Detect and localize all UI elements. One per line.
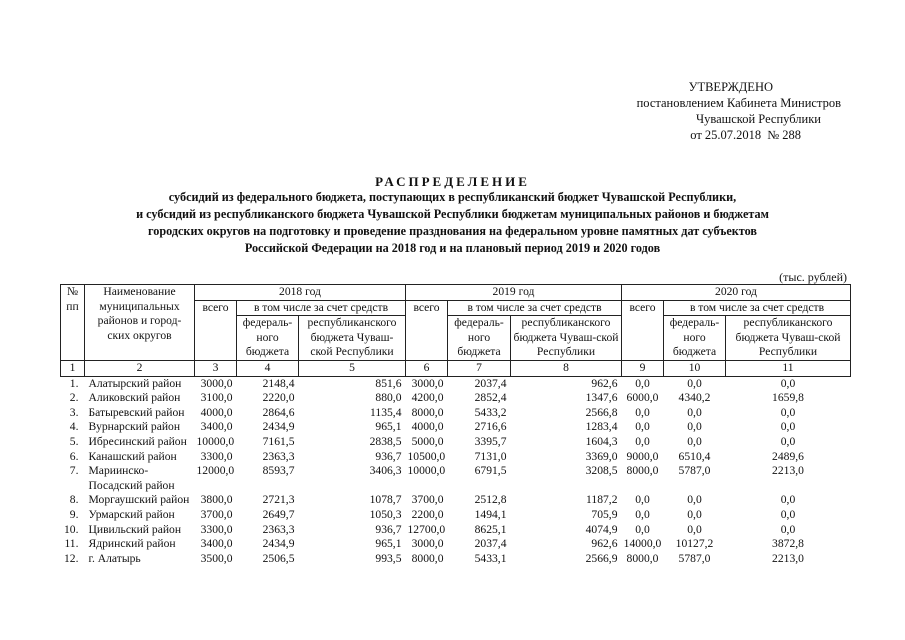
- column-number: 2: [85, 360, 195, 376]
- row-value: 1050,3: [369, 507, 402, 521]
- row-number: 2.: [69, 391, 79, 405]
- approval-republic: Чувашской Республики: [695, 112, 821, 126]
- row-name: Моргаушский район: [88, 493, 190, 507]
- row-value: 0,0: [635, 405, 650, 419]
- row-value: 1078,7: [369, 493, 402, 507]
- header-republic: республиканского бюджета Чуваш-ской Республики: [299, 316, 406, 361]
- row-value: 0,0: [780, 522, 796, 536]
- row-number: 9.: [69, 507, 79, 521]
- row-value: 0,0: [687, 493, 702, 507]
- row-number: 1.: [69, 376, 79, 390]
- row-value: 936,7: [375, 449, 402, 463]
- row-value: 10500,0: [407, 449, 446, 463]
- row-value: 2200,0: [411, 507, 444, 521]
- row-value: 2506,5: [262, 551, 295, 565]
- row-value: 8000,0: [411, 405, 444, 419]
- subtitle-line: субсидий из федерального бюджета, поступающих в республиканский бюджет Чувашской Республики,: [168, 190, 737, 204]
- row-value: 8593,7: [262, 464, 295, 478]
- row-value: 0,0: [780, 507, 796, 521]
- row-value: 993,5: [375, 551, 402, 565]
- subtitle-line: городских округов на подготовку и проведение празднования на федеральном уровне памятных дат субъектов: [148, 224, 757, 238]
- subtitle-line: Российской Федерации на 2018 год и на плановый период 2019 и 2020 годов: [244, 241, 661, 255]
- table-row: [61, 552, 851, 567]
- table-row: [61, 523, 851, 538]
- row-value: 2363,3: [262, 522, 295, 536]
- table-row: [61, 376, 851, 391]
- row-number: 6.: [69, 449, 79, 463]
- row-value: 3406,3: [369, 464, 402, 478]
- row-value: 4000,0: [200, 405, 233, 419]
- row-value: 962,6: [591, 376, 618, 390]
- row-value: 3400,0: [200, 420, 233, 434]
- row-value: 12000,0: [196, 464, 235, 478]
- header-total: всего: [195, 300, 237, 360]
- header-year-2020: 2020 год: [622, 285, 851, 301]
- row-value: 10000,0: [196, 434, 235, 448]
- table-row: [61, 391, 851, 406]
- row-value: 2512,8: [474, 493, 507, 507]
- table-row: [61, 508, 851, 523]
- row-value: 3000,0: [411, 537, 444, 551]
- approval-date-number: [581, 127, 841, 143]
- row-value: 0,0: [780, 376, 796, 390]
- header-federal: федераль-ного бюджета: [664, 316, 726, 361]
- row-value: 8625,1: [474, 522, 507, 536]
- column-number: 5: [299, 360, 406, 376]
- header-total: всего: [406, 300, 448, 360]
- row-value: 936,7: [375, 522, 402, 536]
- header-including: в том числе за счет средств: [237, 300, 406, 316]
- approval-number: № 288: [767, 128, 801, 142]
- row-value: 3369,0: [585, 449, 618, 463]
- row-value: 5000,0: [411, 434, 444, 448]
- row-value: 2566,9: [585, 551, 618, 565]
- row-value: 0,0: [687, 405, 702, 419]
- row-value: 1347,6: [585, 391, 618, 405]
- column-number: 4: [237, 360, 299, 376]
- row-value: 2363,3: [262, 449, 295, 463]
- approval-authority: постановлением Кабинета Министров: [636, 96, 841, 110]
- row-value: 3400,0: [200, 537, 233, 551]
- row-value: 3872,8: [772, 537, 804, 551]
- row-value: 5433,1: [474, 551, 507, 565]
- row-value: 3000,0: [411, 376, 444, 390]
- row-value: 2838,5: [369, 434, 402, 448]
- document-subtitle: [60, 189, 845, 257]
- row-value: 1494,1: [474, 507, 507, 521]
- row-value: 2213,0: [772, 551, 804, 565]
- column-number: 7: [448, 360, 511, 376]
- row-number: 8.: [69, 493, 79, 507]
- row-value: 962,6: [591, 537, 618, 551]
- row-value: 4200,0: [411, 391, 444, 405]
- row-value: 2434,9: [262, 420, 295, 434]
- row-value: 2716,6: [474, 420, 507, 434]
- row-value: 4074,9: [585, 522, 618, 536]
- row-value: 5787,0: [678, 464, 711, 478]
- header-year-2018: 2018 год: [195, 285, 406, 301]
- column-number: 6: [406, 360, 448, 376]
- row-value: 0,0: [780, 434, 796, 448]
- row-value: 705,9: [591, 507, 618, 521]
- row-number: 3.: [69, 405, 79, 419]
- row-value: 0,0: [687, 376, 702, 390]
- table-row: [61, 435, 851, 450]
- row-name: Канашский район: [88, 449, 177, 463]
- header-year-2019: 2019 год: [406, 285, 622, 301]
- row-value: 851,6: [375, 376, 402, 390]
- column-number: 11: [726, 360, 851, 376]
- row-value: 2037,4: [474, 376, 507, 390]
- row-value: 0,0: [635, 376, 650, 390]
- row-value: 1604,3: [585, 434, 618, 448]
- header-republic: республиканского бюджета Чуваш-ской Республики: [511, 316, 622, 361]
- row-number: 5.: [69, 434, 79, 448]
- column-number: 9: [622, 360, 664, 376]
- row-value: 8000,0: [626, 464, 659, 478]
- row-value: 4340,2: [678, 391, 711, 405]
- document-title: РАСПРЕДЕЛЕНИЕ: [375, 174, 530, 189]
- header-federal: федераль-ного бюджета: [448, 316, 511, 361]
- row-value: 3800,0: [200, 493, 233, 507]
- row-name: Батыревский район: [88, 405, 185, 419]
- subtitle-line: и субсидий из республиканского бюджета Чувашской Республики бюджетам муниципальных районов и бюджетам: [136, 207, 769, 221]
- row-value: 1659,8: [772, 391, 804, 405]
- row-number: 7.: [69, 464, 79, 478]
- row-value: 880,0: [375, 391, 402, 405]
- row-value: 6791,5: [474, 464, 507, 478]
- row-value: 2649,7: [262, 507, 295, 521]
- row-value: 2566,8: [585, 405, 618, 419]
- row-value: 965,1: [375, 420, 402, 434]
- row-value: 2434,9: [262, 537, 295, 551]
- row-value: 9000,0: [626, 449, 659, 463]
- row-value: 10000,0: [407, 464, 446, 478]
- row-value: 8000,0: [411, 551, 444, 565]
- table-row: [61, 537, 851, 552]
- row-value: 1283,4: [585, 420, 618, 434]
- units-label: (тыс. рублей): [779, 270, 847, 284]
- header-total: всего: [622, 300, 664, 360]
- row-value: 0,0: [780, 405, 796, 419]
- row-value: 3700,0: [200, 507, 233, 521]
- row-value: 7161,5: [262, 434, 295, 448]
- row-value: 3395,7: [474, 434, 507, 448]
- table-row: [61, 406, 851, 421]
- row-value: 0,0: [635, 493, 650, 507]
- row-value: 5433,2: [474, 405, 507, 419]
- column-number: 3: [195, 360, 237, 376]
- header-number: № пп: [61, 285, 85, 361]
- header-federal: федераль-ного бюджета: [237, 316, 299, 361]
- row-number: 11.: [64, 537, 79, 551]
- row-value: 0,0: [780, 420, 796, 434]
- row-number: 4.: [69, 420, 79, 434]
- row-value: 965,1: [375, 537, 402, 551]
- row-value: 0,0: [780, 493, 796, 507]
- row-value: 6000,0: [626, 391, 659, 405]
- header-name: Наименование муниципальных районов и город-ских округов: [85, 285, 195, 361]
- row-name: Ядринский район: [88, 537, 176, 551]
- row-value: 0,0: [635, 420, 650, 434]
- row-value: 7131,0: [474, 449, 507, 463]
- table-row: [61, 493, 851, 508]
- row-value: 3000,0: [200, 376, 233, 390]
- row-number: 10.: [64, 522, 79, 536]
- table-row: [61, 420, 851, 435]
- row-value: 2037,4: [474, 537, 507, 551]
- row-name: Ибресинский район: [88, 434, 187, 448]
- row-value: 14000,0: [623, 537, 662, 551]
- row-value: 2864,6: [262, 405, 295, 419]
- row-value: 3700,0: [411, 493, 444, 507]
- row-value: 4000,0: [411, 420, 444, 434]
- approval-date: от 25.07.2018: [690, 128, 762, 142]
- row-name: Алатырский район: [88, 376, 182, 390]
- row-name: г. Алатырь: [88, 551, 141, 565]
- table-row: [61, 464, 851, 493]
- row-value: 12700,0: [407, 522, 446, 536]
- row-value: 1187,2: [586, 493, 618, 507]
- row-name: Урмарский район: [88, 507, 175, 521]
- column-number: 8: [511, 360, 622, 376]
- row-value: 3500,0: [200, 551, 233, 565]
- row-value: 2489,6: [772, 449, 804, 463]
- column-number: 1: [61, 360, 85, 376]
- row-name: Цивильский район: [88, 522, 182, 536]
- row-value: 5787,0: [678, 551, 711, 565]
- approval-stamp: [581, 79, 841, 143]
- row-value: 0,0: [687, 434, 702, 448]
- row-value: 2852,4: [474, 391, 507, 405]
- row-value: 3208,5: [585, 464, 618, 478]
- header-including: в том числе за счет средств: [664, 300, 851, 316]
- row-value: 6510,4: [678, 449, 711, 463]
- table-row: [61, 450, 851, 465]
- row-value: 8000,0: [626, 551, 659, 565]
- row-value: 3300,0: [200, 449, 233, 463]
- row-name: Мариинско-Посадский район: [88, 464, 175, 492]
- row-value: 2721,3: [262, 493, 295, 507]
- row-value: 0,0: [635, 522, 650, 536]
- row-value: 2220,0: [262, 391, 295, 405]
- subsidy-table: [60, 284, 851, 566]
- row-number: 12.: [64, 551, 79, 565]
- row-value: 1135,4: [370, 405, 402, 419]
- row-value: 2148,4: [262, 376, 295, 390]
- row-value: 3100,0: [200, 391, 233, 405]
- header-including: в том числе за счет средств: [448, 300, 622, 316]
- row-name: Аликовский район: [88, 391, 181, 405]
- row-value: 0,0: [687, 522, 702, 536]
- approval-heading: УТВЕРЖДЕНО: [688, 80, 773, 94]
- row-value: 0,0: [635, 434, 650, 448]
- row-name: Вурнарский район: [88, 420, 181, 434]
- row-value: 2213,0: [772, 464, 804, 478]
- row-value: 0,0: [687, 507, 702, 521]
- row-value: 0,0: [635, 507, 650, 521]
- row-value: 0,0: [687, 420, 702, 434]
- header-republic: республиканского бюджета Чуваш-ской Республики: [726, 316, 851, 361]
- column-number: 10: [664, 360, 726, 376]
- row-value: 10127,2: [675, 537, 714, 551]
- row-value: 3300,0: [200, 522, 233, 536]
